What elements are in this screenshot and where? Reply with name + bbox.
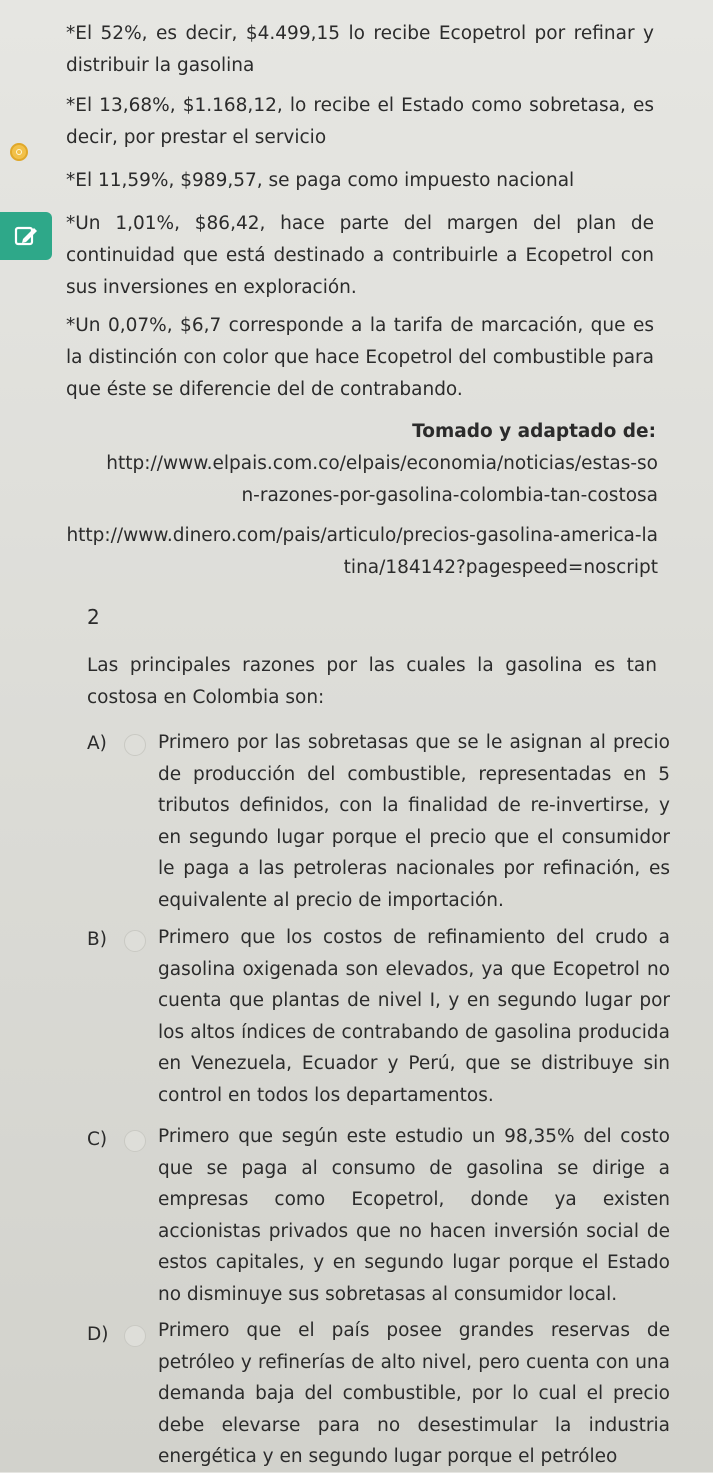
circle-badge-icon[interactable] (10, 143, 28, 161)
edit-pencil-glyph-icon (14, 224, 38, 248)
option-d-radio[interactable] (124, 1325, 146, 1347)
source-url-2[interactable]: http://www.dinero.com/pais/articulo/precios-gasolina-america-latina/184142?pagespeed=noscript (66, 525, 658, 578)
bullet-3: *El 11,59%, $989,57, se paga como impuesto nacional (66, 170, 575, 191)
option-a-text[interactable]: Primero por las sobretasas que se le asignan al precio de producción del combustible, representadas en 5 tributos definidos, con la finalidad de re-invertirse, y en segundo lugar porque el precio que el consumidor le paga a las petroleras nacionales por refinación, es equivalente al precio de importación. (158, 732, 670, 911)
option-b-text[interactable]: Primero que los costos de refinamiento del crudo a gasolina oxigenada son elevados, ya que Ecopetrol no cuenta que plantas de nivel I, y en segundo lugar por los altos índices de contrabando de gasolina producida en Venezuela, Ecuador y Perú, que se distribuye sin control en todos los departamentos. (158, 927, 670, 1106)
question-prompt: Las principales razones por las cuales la gasolina es tan costosa en Colombia son: (87, 655, 657, 708)
edit-pencil-icon[interactable] (0, 212, 52, 260)
option-d-text[interactable]: Primero que el país posee grandes reservas de petróleo y refinerías de alto nivel, pero cuenta con una demanda baja del combustible, por lo cual el precio debe elevarse para no desestimular la industria energética y en segundo lugar porque el petróleo (158, 1320, 670, 1467)
bullet-4: *Un 1,01%, $86,42, hace parte del margen del plan de continuidad que está destinado a contribuirle a Ecopetrol con sus inversiones en exploración. (66, 213, 654, 298)
bullet-1: *El 52%, es decir, $4.499,15 lo recibe Ecopetrol por refinar y distribuir la gasolina (66, 23, 654, 76)
source-url-1[interactable]: http://www.elpais.com.co/elpais/economia/noticias/estas-son-razones-por-gasolina-colombia-tan-costosa (106, 453, 658, 506)
option-a-letter: A) (87, 733, 107, 754)
option-c-letter: C) (87, 1129, 108, 1150)
option-c-text[interactable]: Primero que según este estudio un 98,35% del costo que se paga al consumo de gasolina se dirige a empresas como Ecopetrol, donde ya existen accionistas privados que no hacen inversión social de estos capitales, y en segundo lugar porque el Estado no disminuye sus sobretasas al consumidor local. (158, 1126, 670, 1305)
option-d-letter: D) (87, 1324, 109, 1345)
bullet-5: *Un 0,07%, $6,7 corresponde a la tarifa de marcación, que es la distinción con color que hace Ecopetrol del combustible para que éste se diferencie del de contrabando. (66, 315, 654, 400)
bullet-2: *El 13,68%, $1.168,12, lo recibe el Estado como sobretasa, es decir, por prestar el servicio (66, 95, 654, 148)
option-a-radio[interactable] (124, 734, 146, 756)
option-b-letter: B) (87, 929, 107, 950)
option-b-radio[interactable] (124, 930, 146, 952)
option-c-radio[interactable] (124, 1130, 146, 1152)
source-heading: Tomado y adaptado de: (412, 421, 656, 442)
question-number: 2 (87, 605, 100, 629)
